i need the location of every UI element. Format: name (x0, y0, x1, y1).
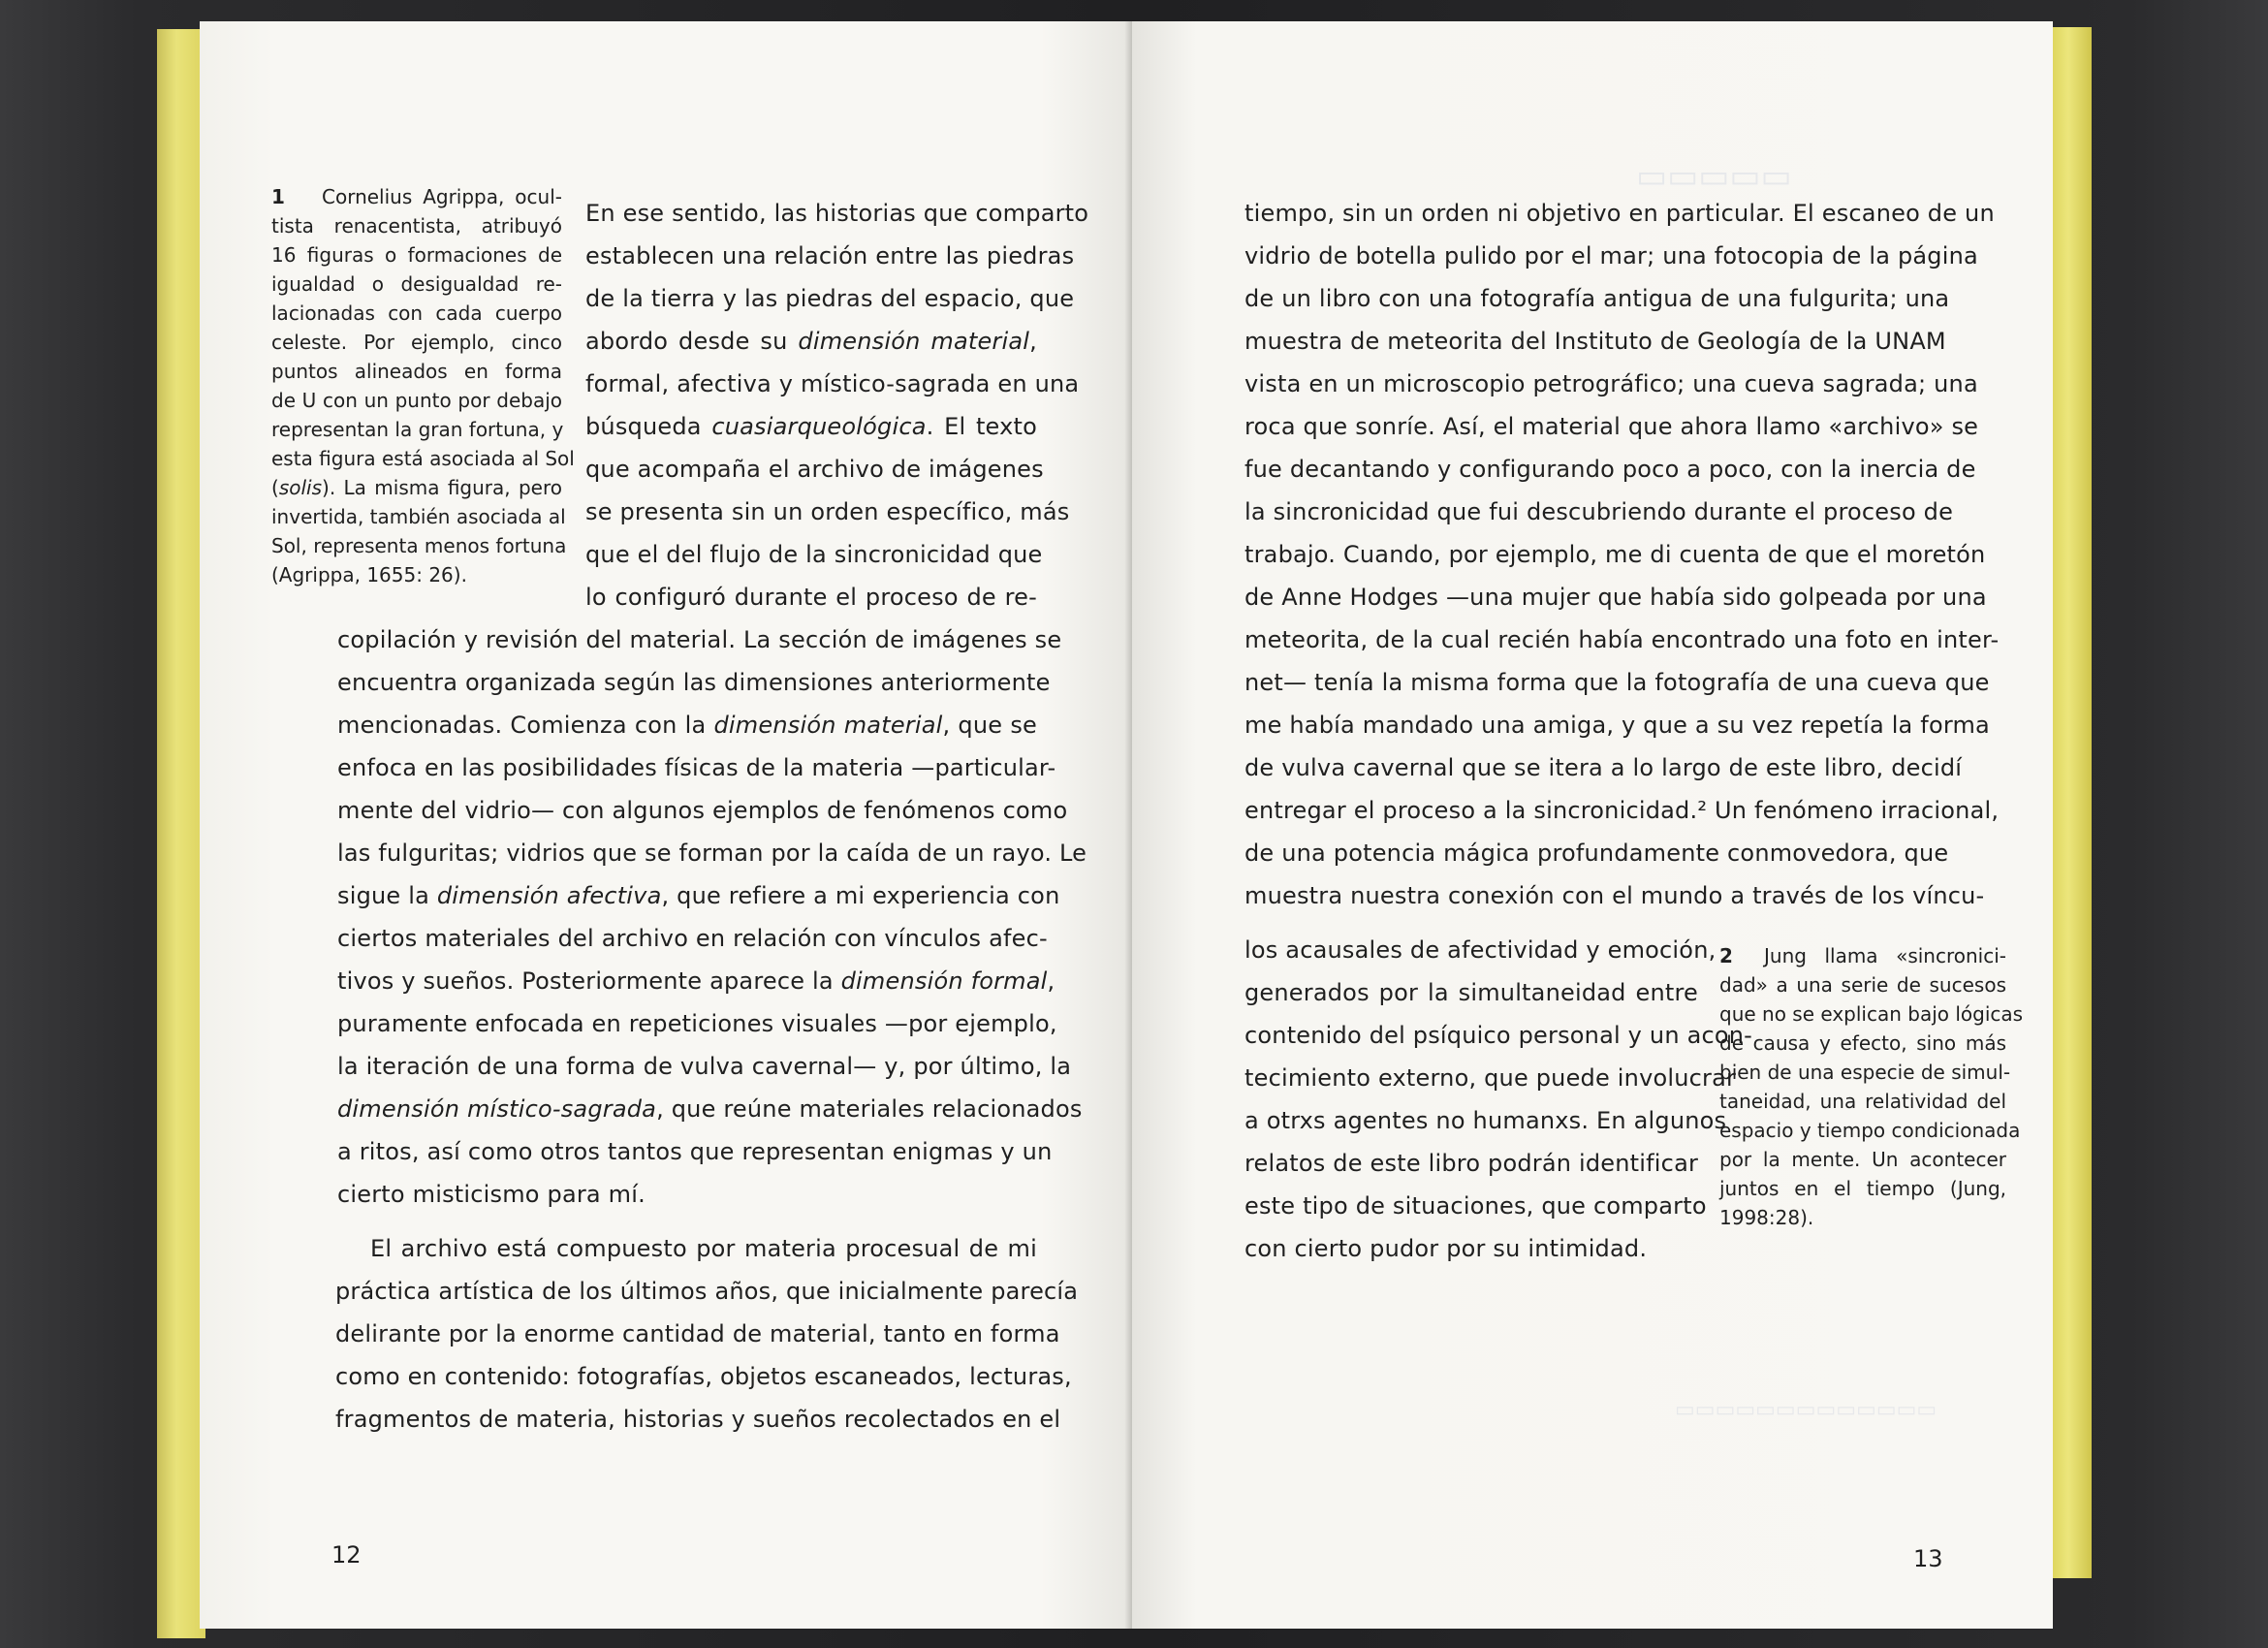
footnote-line: 1998:28). (1719, 1206, 1814, 1229)
body-line: relatos de este libro podrán identificar (1244, 1150, 1699, 1177)
footnote-2 (1719, 933, 2024, 1243)
footnote-line: Sol, representa menos fortuna (271, 534, 567, 557)
footnote-2-marker: 2 (1719, 944, 1733, 967)
body-line: dimensión místico-sagrada, que reúne materiales relacionados (337, 1095, 1083, 1123)
footnote-line: (Agrippa, 1655: 26). (271, 563, 467, 586)
body-paragraph-right (1244, 188, 2000, 925)
body-line: la iteración de una forma de vulva cavernal— y, por último, la (337, 1053, 1072, 1080)
footnote-line: esta figura está asociada al Sol (271, 447, 575, 470)
footnote-line: igualdad o desigualdad re- (271, 272, 562, 296)
left-page (200, 21, 1135, 1629)
body-line: lo configuró durante el proceso de re- (585, 584, 1037, 611)
body-line: de vulva cavernal que se itera a lo largo de este libro, decidí (1244, 754, 1963, 781)
footnote-line: taneidad, una relatividad del (1719, 1090, 2006, 1113)
body-line: que acompaña el archivo de imágenes (585, 456, 1044, 483)
body-line: de Anne Hodges —una mujer que había sido golpeada por una (1244, 584, 1987, 611)
body-line: los acausales de afectividad y emoción, (1244, 936, 1717, 964)
show-through-texture: ▭▭▭▭▭▭▭▭▭▭▭▭▭ (1675, 1398, 1937, 1422)
footnote-line: celeste. Por ejemplo, cinco (271, 331, 562, 354)
footnote-line: puntos alineados en forma (271, 360, 562, 383)
page-number-left: 12 (331, 1541, 362, 1569)
body-line: mencionadas. Comienza con la dimensión material, que se (337, 712, 1037, 739)
body-line: de una potencia mágica profundamente conmovedora, que (1244, 840, 1949, 867)
footnote-line: de U con un punto por debajo (271, 389, 562, 412)
body-column-right (1244, 925, 1753, 1274)
body-paragraph-1 (337, 626, 1087, 1247)
footnote-line: (solis). La misma figura, pero (271, 476, 562, 499)
body-line: fragmentos de materia, historias y sueños recolectados en el (335, 1406, 1061, 1433)
body-line: tivos y sueños. Posteriormente aparece la dimensión formal, (337, 967, 1055, 995)
footnote-line: espacio y tiempo condicionada (1719, 1119, 2021, 1142)
footnote-line: Jung llama «sincronici- (1764, 944, 2006, 967)
body-line: mente del vidrio— con algunos ejemplos de fenómenos como (337, 797, 1068, 824)
footnote-line: lacionadas con cada cuerpo (271, 301, 562, 325)
body-paragraph-2 (335, 1235, 1079, 1458)
body-line: meteorita, de la cual recién había encontrado una foto en inter- (1244, 626, 2000, 653)
footnote-line: dad» a una serie de sucesos (1719, 973, 2006, 997)
body-line: vidrio de botella pulido por el mar; una fotocopia de la página (1244, 242, 1978, 269)
body-line: generados por la simultaneidad entre (1244, 979, 1698, 1006)
body-line: vista en un microscopio petrográfico; una cueva sagrada; una (1244, 370, 1978, 397)
footnote-line: bien de una especie de simul- (1719, 1061, 2011, 1084)
body-column-left (585, 188, 1089, 634)
footnote-line: invertida, también asociada al (271, 505, 566, 528)
body-line: muestra nuestra conexión con el mundo a través de los víncu- (1244, 882, 1985, 909)
footnote-line: tista renacentista, atribuyó (271, 214, 562, 238)
body-line: sigue la dimensión afectiva, que refiere a mi experiencia con (337, 882, 1060, 909)
body-line: entregar el proceso a la sincronicidad.² Un fenómeno irracional, (1244, 797, 2000, 824)
body-line: El archivo está compuesto por materia procesual de mi (370, 1235, 1037, 1262)
book-cover-edge-left (157, 29, 205, 1638)
body-line: las fulguritas; vidrios que se forman por la caída de un rayo. Le (337, 840, 1087, 867)
body-line: fue decantando y configurando poco a poco, con la inercia de (1244, 456, 1976, 483)
body-line: encuentra organizada según las dimensiones anteriormente (337, 669, 1051, 696)
body-line: enfoca en las posibilidades físicas de la materia —particular- (337, 754, 1056, 781)
body-line: búsqueda cuasiarqueológica. El texto (585, 413, 1037, 440)
footnote-1 (271, 181, 575, 627)
body-line: puramente enfocada en repeticiones visuales —por ejemplo, (337, 1010, 1057, 1037)
body-line: a otrxs agentes no humanxs. En algunos (1244, 1107, 1727, 1134)
body-line: ciertos materiales del archivo en relación con vínculos afec- (337, 925, 1048, 952)
page-number-right: 13 (1913, 1545, 1943, 1572)
body-line: net— tenía la misma forma que la fotografía de una cueva que (1244, 669, 1990, 696)
body-line: establecen una relación entre las piedras (585, 242, 1075, 269)
footnote-line: que no se explican bajo lógicas (1719, 1002, 2024, 1026)
footnote-1-marker: 1 (271, 185, 285, 208)
body-line: roca que sonríe. Así, el material que ahora llamo «archivo» se (1244, 413, 1979, 440)
body-line: como en contenido: fotografías, objetos escaneados, lecturas, (335, 1363, 1072, 1390)
body-line: muestra de meteorita del Instituto de Geología de la UNAM (1244, 328, 1946, 355)
body-line: me había mandado una amiga, y que a su vez repetía la forma (1244, 712, 1990, 739)
body-line: práctica artística de los últimos años, que inicialmente parecía (335, 1278, 1079, 1305)
body-line: que el del flujo de la sincronicidad que (585, 541, 1043, 568)
body-line: contenido del psíquico personal y un acon- (1244, 1022, 1753, 1049)
body-line: copilación y revisión del material. La sección de imágenes se (337, 626, 1062, 653)
footnote-line: juntos en el tiempo (Jung, (1719, 1177, 2006, 1200)
footnote-line: 16 figuras o formaciones de (271, 243, 562, 267)
body-line: este tipo de situaciones, que comparto (1244, 1192, 1707, 1220)
body-line: se presenta sin un orden específico, más (585, 498, 1070, 525)
footnote-line: Cornelius Agrippa, ocul- (322, 185, 562, 208)
right-page (1132, 21, 2053, 1629)
body-line: trabajo. Cuando, por ejemplo, me di cuenta de que el moretón (1244, 541, 1986, 568)
body-line: abordo desde su dimensión material, (585, 328, 1037, 355)
show-through-texture: ▭▭▭▭▭ (1636, 157, 1792, 196)
body-line: de la tierra y las piedras del espacio, que (585, 285, 1075, 312)
body-line: En ese sentido, las historias que comparto (585, 200, 1089, 227)
body-line: de un libro con una fotografía antigua de una fulgurita; una (1244, 285, 1950, 312)
body-line: tiempo, sin un orden ni objetivo en particular. El escaneo de un (1244, 200, 1995, 227)
body-line: delirante por la enorme cantidad de material, tanto en forma (335, 1320, 1060, 1347)
footnote-line: por la mente. Un acontecer (1719, 1148, 2006, 1171)
body-line: cierto misticismo para mí. (337, 1181, 646, 1208)
footnote-line: de causa y efecto, sino más (1719, 1031, 2006, 1055)
body-line: formal, afectiva y místico-sagrada en una (585, 370, 1080, 397)
footnote-line: representan la gran fortuna, y (271, 418, 564, 441)
body-line: la sincronicidad que fui descubriendo durante el proceso de (1244, 498, 1954, 525)
body-line: con cierto pudor por su intimidad. (1244, 1235, 1648, 1262)
body-line: tecimiento externo, que puede involucrar (1244, 1064, 1737, 1092)
body-line: a ritos, así como otros tantos que representan enigmas y un (337, 1138, 1053, 1165)
